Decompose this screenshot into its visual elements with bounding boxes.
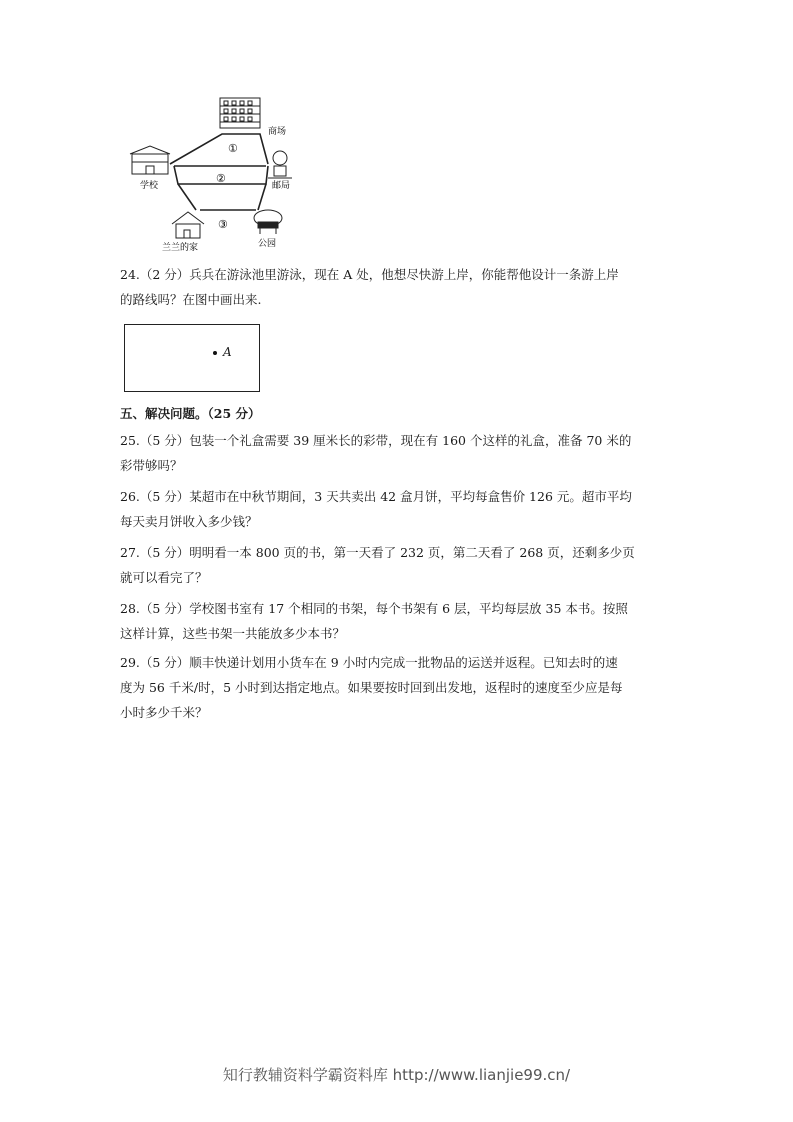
q24-line-2: 的路线吗？在图中画出来. [120,292,262,307]
question-26 [120,484,680,534]
q28-line-2: 这样计算，这些书架一共能放多少本书？ [120,626,346,641]
q26-line-1: 26.（5 分）某超市在中秋节期间，3 天共卖出 42 盒月饼，平均每盒售价 126 元。超市平均 [120,489,632,504]
region-1-label: ① [228,142,238,155]
school-label: 学校 [140,181,159,191]
q25-line-2: 彩带够吗？ [120,458,183,473]
mall-label: 商场 [268,127,287,137]
park-label: 公园 [258,239,277,249]
q29-line-3: 小时多少千米？ [120,705,208,720]
q27-line-1: 27.（5 分）明明看一本 800 页的书，第一天看了 232 页，第二天看了 268 页，还剩多少页 [120,545,635,560]
q24-line-1: 24.（2 分）兵兵在游泳池里游泳，现在 A 处，他想尽快游上岸，你能帮他设计一条游上岸 [120,267,619,282]
route-map-diagram [118,92,318,256]
q26-line-2: 每天卖月饼收入多少钱？ [120,514,258,529]
section-5-title: 五、解决问题。（25 分） [120,406,261,421]
q25-line-1: 25.（5 分）包装一个礼盒需要 39 厘米长的彩带，现在有 160 个这样的礼盒，准备 70 米的 [120,433,632,448]
school-building-icon [130,146,170,174]
point-a-dot [213,351,217,355]
q28-line-1: 28.（5 分）学校图书室有 17 个相同的书架，每个书架有 6 层，平均每层放 35 本书。按照 [120,601,628,616]
region-2-label: ② [216,172,226,185]
footer-watermark[interactable]: 知行教辅资料学霸资料库 http://www.lianjie99.cn/ [222,1066,571,1084]
q29-line-1: 29.（5 分）顺丰快递计划用小货车在 9 小时内完成一批物品的运送并返程。已知去时的速 [120,655,618,670]
question-29 [120,650,680,725]
mall-building-icon [220,98,260,128]
post-office-label: 邮局 [272,181,291,191]
point-a-label: A [223,345,232,359]
q29-line-2: 度为 56 千米/时，5 小时到达指定地点。如果要按时回到出发地，返程时的速度至少应是每 [120,680,623,695]
question-25 [120,428,680,478]
post-office-icon [268,151,292,178]
region-3-label: ③ [218,218,228,231]
question-28 [120,596,680,646]
q27-line-2: 就可以看完了？ [120,570,208,585]
swimming-pool-box[interactable] [124,324,260,392]
question-24 [120,262,680,312]
park-bench-icon [254,210,282,234]
home-label: 兰兰的家 [162,243,199,253]
home-house-icon [172,212,204,238]
question-27 [120,540,680,590]
